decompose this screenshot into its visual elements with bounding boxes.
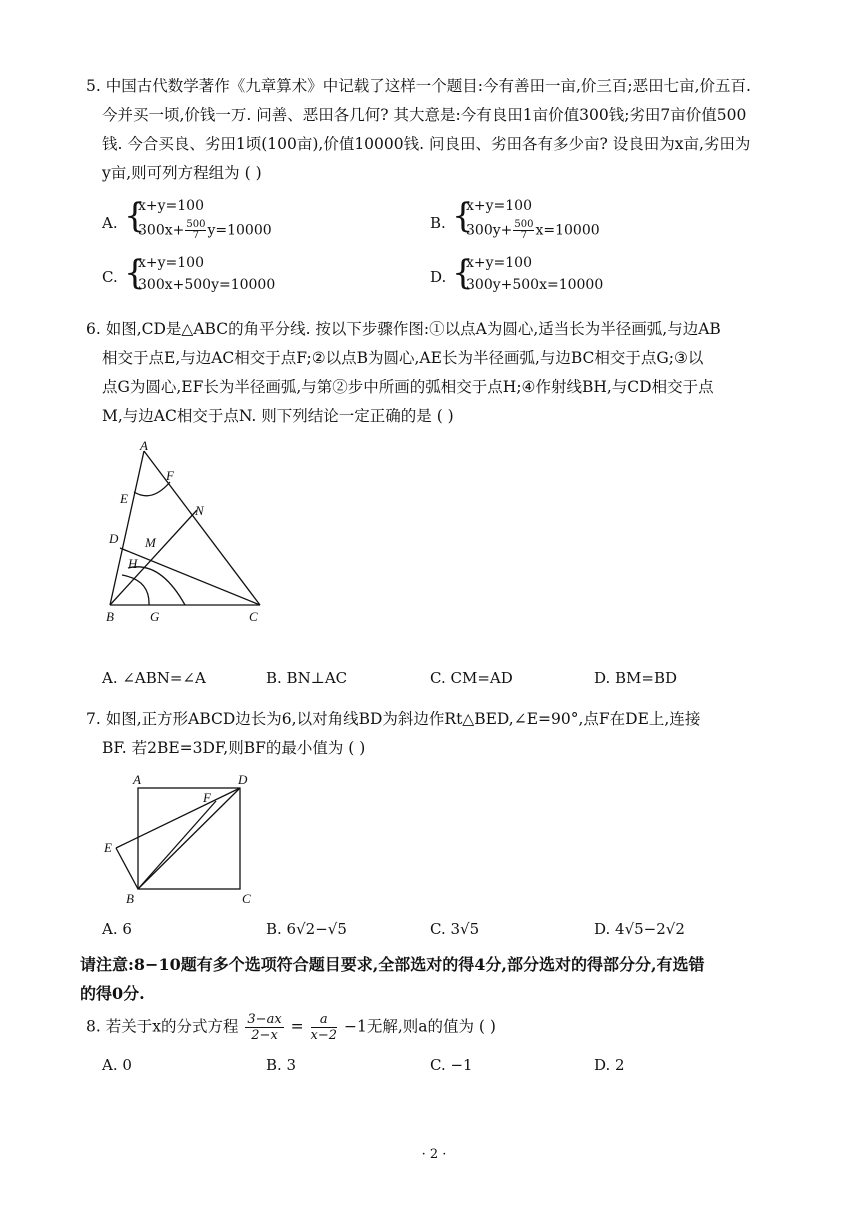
q6-line-2: 相交于点E,与边AC相交于点F;②以点B为圆心,AE长为半径画弧,与边BC相交于点G;③以 xyxy=(102,349,704,367)
brace-icon: { xyxy=(124,253,146,293)
q8-option-a: A. 0 xyxy=(102,1056,132,1074)
note-line-2: 的得0分. xyxy=(80,984,145,1003)
q6-label-m: M xyxy=(145,535,156,550)
q8-stem xyxy=(86,1012,496,1043)
q5-b-eq1: x+y=100 xyxy=(466,198,532,214)
q7-label-f: F xyxy=(203,790,211,805)
q7-label-e: E xyxy=(104,840,112,855)
q8-option-d: D. 2 xyxy=(594,1056,625,1074)
q8-equals: = xyxy=(290,1017,304,1036)
q6-option-b: B. BN⊥AC xyxy=(266,669,348,687)
q6-label-b: B xyxy=(106,609,114,624)
q5-c-eq1: x+y=100 xyxy=(138,255,204,271)
q6-label-a: A xyxy=(140,438,148,453)
q6-label-e: E xyxy=(120,491,128,506)
q5-option-a-label: A. xyxy=(102,214,118,232)
q6-line-1: 6. 如图,CD是△ABC的角平分线. 按以下步骤作图:①以点A为圆心,适当长为半径画弧,与边AB xyxy=(86,320,721,338)
page-number: · 2 · xyxy=(421,1147,447,1162)
q8-fraction-left: $\frac{3-ax}{2-x}$ xyxy=(247,1012,282,1043)
q5-a-eq1: x+y=100 xyxy=(138,198,204,214)
q7-label-b: B xyxy=(126,891,134,906)
q6-label-n: N xyxy=(195,503,204,518)
q8-fraction-right: $\frac{a}{x-2}$ xyxy=(310,1012,338,1043)
q6-option-c: C. CM=AD xyxy=(430,669,513,687)
q5-c-eq2: 300x+500y=10000 xyxy=(138,277,276,293)
q5-option-d-label: D. xyxy=(430,268,447,286)
q5-line-2: 今并买一顷,价钱一万. 问善、恶田各几何? 其大意是:今有良田1亩价值300钱;劣田7亩价值500 xyxy=(102,106,747,124)
q7-line-1: 7. 如图,正方形ABCD边长为6,以对角线BD为斜边作Rt△BED,∠E=90°,点F在DE上,连接 xyxy=(86,710,701,728)
q5-d-eq1: x+y=100 xyxy=(466,255,532,271)
q5-a-eq2: 300x+ $\frac{500}{7}$ y=10000 xyxy=(138,219,272,241)
q6-line-3: 点G为圆心,EF长为半径画弧,与第②步中所画的弧相交于点H;④作射线BH,与CD相交于点 xyxy=(102,378,714,396)
q5-line-4: y亩,则可列方程组为 ( ) xyxy=(102,164,262,182)
brace-icon: { xyxy=(452,196,474,236)
q6-label-c: C xyxy=(249,609,258,624)
q8-option-c: C. −1 xyxy=(430,1056,473,1074)
q7-option-b: B. 6√2−√5 xyxy=(266,920,347,938)
q7-line-2: BF. 若2BE=3DF,则BF的最小值为 ( ) xyxy=(102,739,366,757)
q6-line-4: M,与边AC相交于点N. 则下列结论一定正确的是 ( ) xyxy=(102,407,454,425)
q8-suffix: −1无解,则a的值为 ( ) xyxy=(343,1017,496,1036)
q6-label-g: G xyxy=(150,609,160,624)
q5-line-3: 钱. 今合买良、劣田1顷(100亩),价值10000钱. 问良田、劣田各有多少亩? 设良田为x亩,劣田为 xyxy=(102,135,751,153)
note-line-1: 请注意:8−10题有多个选项符合题目要求,全部选对的得4分,部分选对的得部分分,有选错 xyxy=(80,955,705,974)
q5-option-b-label: B. xyxy=(430,214,446,232)
brace-icon: { xyxy=(452,253,474,293)
q6-label-d: D xyxy=(109,531,119,546)
q7-square-figure xyxy=(100,768,265,908)
q6-triangle-figure xyxy=(100,435,280,630)
q7-option-c: C. 3√5 xyxy=(430,920,480,938)
q7-option-a: A. 6 xyxy=(102,920,132,938)
q5-d-eq2: 300y+500x=10000 xyxy=(466,277,604,293)
brace-icon: { xyxy=(124,196,146,236)
q5-line-1: 5. 中国古代数学著作《九章算术》中记载了这样一个题目:今有善田一亩,价三百;恶田七亩,价五百. xyxy=(86,77,751,95)
q8-prefix: 8. 若关于x的分式方程 xyxy=(86,1017,239,1036)
q5-b-eq2: 300y+ $\frac{500}{7}$ x=10000 xyxy=(466,219,600,241)
q6-label-f: F xyxy=(166,468,174,483)
q6-option-a: A. ∠ABN=∠A xyxy=(102,669,206,687)
q6-label-h: H xyxy=(128,556,138,571)
q7-option-d: D. 4√5−2√2 xyxy=(594,920,685,938)
q8-option-b: B. 3 xyxy=(266,1056,297,1074)
q7-label-a: A xyxy=(133,772,141,787)
q6-option-d: D. BM=BD xyxy=(594,669,678,687)
q7-label-c: C xyxy=(242,891,251,906)
q7-label-d: D xyxy=(238,772,248,787)
q5-option-c-label: C. xyxy=(102,268,118,286)
